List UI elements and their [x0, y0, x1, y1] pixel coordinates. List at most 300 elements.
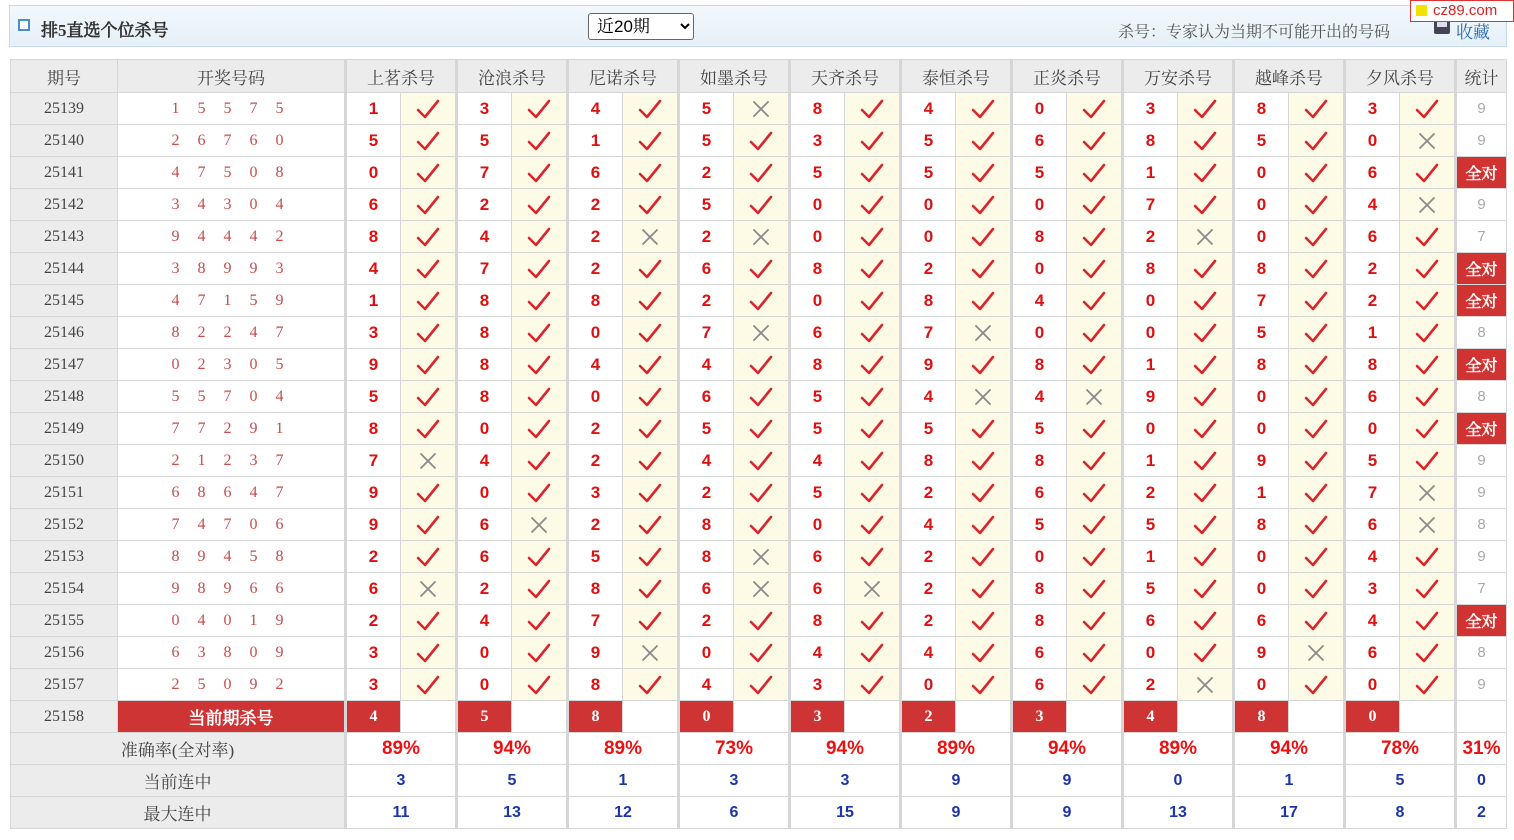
expert-header: 夕风杀号 [1345, 60, 1456, 93]
hit-mark-cell [512, 285, 568, 317]
kill-number-cell: 2 [457, 189, 512, 221]
hit-mark-cell [1067, 509, 1123, 541]
current-streak-value: 5 [457, 765, 568, 797]
kill-number-cell: 9 [346, 477, 401, 509]
hit-mark-cell [401, 157, 457, 189]
check-icon [859, 642, 885, 664]
hit-mark-cell [1289, 189, 1345, 221]
kill-number-cell: 0 [346, 157, 401, 189]
kill-number-cell: 5 [568, 541, 623, 573]
hit-mark-cell [734, 413, 790, 445]
current-streak-value: 0 [1123, 765, 1234, 797]
kill-number-cell: 5 [1123, 573, 1178, 605]
kill-number-cell: 8 [1012, 605, 1067, 637]
kill-number-cell: 8 [568, 573, 623, 605]
period-cell: 25154 [11, 573, 118, 605]
kill-number-cell: 1 [1123, 541, 1178, 573]
hit-mark-cell [734, 253, 790, 285]
kill-number-cell: 6 [1345, 381, 1400, 413]
table-row [11, 477, 1507, 509]
miss-mark-cell [623, 221, 679, 253]
kill-number-cell: 2 [1345, 285, 1400, 317]
check-icon [637, 194, 663, 216]
hit-mark-cell [1289, 221, 1345, 253]
hit-mark-cell [845, 221, 901, 253]
hit-mark-cell [401, 317, 457, 349]
max-streak-value: 15 [790, 797, 901, 829]
hit-mark-cell [512, 605, 568, 637]
hit-mark-cell [1067, 637, 1123, 669]
kill-number-cell: 3 [1123, 93, 1178, 125]
hit-mark-cell [845, 637, 901, 669]
hit-mark-cell [401, 669, 457, 701]
check-icon [1414, 418, 1440, 440]
favorite-link[interactable]: 收藏 [1456, 23, 1490, 42]
check-icon [415, 130, 441, 152]
kill-number-cell: 6 [1345, 509, 1400, 541]
kill-number-cell: 3 [457, 93, 512, 125]
check-icon [970, 162, 996, 184]
period-cell: 25151 [11, 477, 118, 509]
check-icon [1303, 674, 1329, 696]
hit-mark-cell [512, 189, 568, 221]
check-icon [1081, 354, 1107, 376]
check-icon [748, 258, 774, 280]
check-icon [1192, 418, 1218, 440]
kill-number-cell: 4 [679, 445, 734, 477]
kill-number-cell: 0 [1123, 285, 1178, 317]
stat-cell: 全对 [1456, 285, 1507, 317]
check-icon [637, 578, 663, 600]
cross-icon [1416, 514, 1438, 536]
hit-mark-cell [1178, 509, 1234, 541]
max-streak-value: 9 [1012, 797, 1123, 829]
max-streak-value: 11 [346, 797, 457, 829]
check-icon [1414, 98, 1440, 120]
check-icon [748, 418, 774, 440]
check-icon [1081, 578, 1107, 600]
hit-mark-cell [512, 317, 568, 349]
kill-number-cell: 5 [679, 413, 734, 445]
check-icon [1414, 450, 1440, 472]
period-cell: 25155 [11, 605, 118, 637]
accuracy-value: 94% [1234, 733, 1345, 765]
empty-cell [1289, 701, 1345, 733]
hit-mark-cell [1289, 93, 1345, 125]
hit-mark-cell [1400, 573, 1456, 605]
table-row [11, 573, 1507, 605]
check-icon [1081, 514, 1107, 536]
kill-number-cell: 2 [901, 605, 956, 637]
miss-mark-cell [401, 573, 457, 605]
accuracy-value: 89% [901, 733, 1012, 765]
check-icon [637, 514, 663, 536]
kill-number-cell: 3 [346, 317, 401, 349]
check-icon [859, 162, 885, 184]
kill-number-cell: 6 [457, 509, 512, 541]
hit-mark-cell [845, 413, 901, 445]
hit-mark-cell [1067, 541, 1123, 573]
stat-cell: 8 [1456, 509, 1507, 541]
miss-mark-cell [1289, 637, 1345, 669]
check-icon [970, 450, 996, 472]
accuracy-value: 89% [1123, 733, 1234, 765]
kill-number-cell: 0 [790, 189, 845, 221]
hit-mark-cell [1067, 125, 1123, 157]
table-row [11, 381, 1507, 413]
check-icon [970, 418, 996, 440]
kill-number-cell: 0 [457, 413, 512, 445]
stat-cell: 9 [1456, 93, 1507, 125]
kill-number-cell: 4 [457, 445, 512, 477]
check-icon [415, 514, 441, 536]
check-icon [637, 162, 663, 184]
hit-mark-cell [1400, 349, 1456, 381]
hit-mark-cell [734, 157, 790, 189]
check-icon [415, 290, 441, 312]
check-icon [859, 418, 885, 440]
kill-number-cell: 7 [1123, 189, 1178, 221]
kill-number-cell: 4 [679, 349, 734, 381]
check-icon [859, 674, 885, 696]
current-streak-value: 9 [901, 765, 1012, 797]
check-icon [748, 354, 774, 376]
hit-mark-cell [1400, 413, 1456, 445]
cross-icon [750, 226, 772, 248]
hit-mark-cell [623, 317, 679, 349]
hit-mark-cell [956, 125, 1012, 157]
hit-mark-cell [1400, 637, 1456, 669]
draw-number-cell: 8 2 2 4 7 [118, 317, 346, 349]
hit-mark-cell [401, 221, 457, 253]
current-period-row [11, 701, 1507, 733]
hit-mark-cell [734, 509, 790, 541]
kill-number-cell: 8 [457, 381, 512, 413]
kill-number-cell: 0 [1234, 669, 1289, 701]
period-cell: 25146 [11, 317, 118, 349]
hit-mark-cell [845, 605, 901, 637]
check-icon [1303, 98, 1329, 120]
kill-number-cell: 7 [1234, 285, 1289, 317]
kill-number-cell: 9 [901, 349, 956, 381]
kill-number-cell: 0 [1123, 317, 1178, 349]
hit-mark-cell [734, 285, 790, 317]
cross-icon [639, 642, 661, 664]
hit-mark-cell [1400, 93, 1456, 125]
check-icon [748, 194, 774, 216]
kill-number-cell: 6 [568, 157, 623, 189]
hit-mark-cell [1067, 349, 1123, 381]
kill-number-cell: 7 [457, 253, 512, 285]
check-icon [637, 418, 663, 440]
hit-mark-cell [1178, 381, 1234, 413]
hit-mark-cell [1289, 253, 1345, 285]
check-icon [415, 386, 441, 408]
check-icon [1081, 674, 1107, 696]
kill-number-cell: 1 [1123, 349, 1178, 381]
check-icon [1414, 258, 1440, 280]
kill-number-cell: 2 [679, 221, 734, 253]
kill-number-cell: 8 [1234, 253, 1289, 285]
hit-mark-cell [623, 125, 679, 157]
hit-mark-cell [1289, 669, 1345, 701]
check-icon [859, 290, 885, 312]
current-kill-number: 0 [679, 701, 734, 733]
current-streak-value: 3 [346, 765, 457, 797]
stat-cell: 8 [1456, 381, 1507, 413]
kill-number-cell: 4 [1345, 605, 1400, 637]
table-row [11, 93, 1507, 125]
kill-number-cell: 8 [568, 669, 623, 701]
current-streak-value: 9 [1012, 765, 1123, 797]
kill-number-cell: 5 [679, 125, 734, 157]
site-badge[interactable] [1410, 0, 1514, 22]
cross-icon [972, 322, 994, 344]
kill-number-cell: 3 [346, 637, 401, 669]
table-row [11, 253, 1507, 285]
kill-number-cell: 3 [1345, 573, 1400, 605]
hit-mark-cell [1178, 541, 1234, 573]
hit-mark-cell [956, 221, 1012, 253]
kill-number-cell: 2 [1123, 669, 1178, 701]
hit-mark-cell [1067, 445, 1123, 477]
kill-number-cell: 5 [679, 189, 734, 221]
hit-mark-cell [1289, 317, 1345, 349]
kill-number-cell: 0 [1234, 381, 1289, 413]
hit-mark-cell [734, 445, 790, 477]
check-icon [859, 194, 885, 216]
kill-number-cell: 2 [679, 477, 734, 509]
check-icon [415, 482, 441, 504]
kill-number-cell: 1 [1234, 477, 1289, 509]
cross-icon [417, 578, 439, 600]
draw-number-cell: 4 7 5 0 8 [118, 157, 346, 189]
check-icon [415, 354, 441, 376]
kill-number-cell: 4 [568, 349, 623, 381]
draw-number-cell: 4 7 1 5 9 [118, 285, 346, 317]
hit-mark-cell [734, 189, 790, 221]
check-icon [1192, 130, 1218, 152]
hit-mark-cell [623, 669, 679, 701]
kill-number-cell: 6 [679, 381, 734, 413]
kill-number-cell: 5 [1012, 413, 1067, 445]
check-icon [526, 386, 552, 408]
hit-mark-cell [1289, 413, 1345, 445]
period-header: 期号 [11, 60, 118, 93]
hit-mark-cell [734, 125, 790, 157]
table-row [11, 157, 1507, 189]
kill-number-cell: 0 [1012, 189, 1067, 221]
table-row [11, 669, 1507, 701]
hit-mark-cell [1178, 189, 1234, 221]
hit-mark-cell [623, 285, 679, 317]
hit-mark-cell [512, 349, 568, 381]
hit-mark-cell [1400, 381, 1456, 413]
check-icon [526, 322, 552, 344]
kill-number-cell: 1 [568, 125, 623, 157]
check-icon [1192, 450, 1218, 472]
check-icon [1303, 578, 1329, 600]
kill-number-cell: 8 [790, 253, 845, 285]
draw-number-cell: 6 3 8 0 9 [118, 637, 346, 669]
kill-number-cell: 9 [346, 349, 401, 381]
hit-mark-cell [401, 605, 457, 637]
hit-mark-cell [845, 381, 901, 413]
draw-number-cell: 6 8 6 4 7 [118, 477, 346, 509]
kill-number-cell: 2 [568, 413, 623, 445]
kill-number-cell: 8 [790, 349, 845, 381]
current-streak-total: 0 [1456, 765, 1507, 797]
stat-cell: 8 [1456, 637, 1507, 669]
empty-cell [1456, 701, 1507, 733]
kill-number-cell: 2 [1123, 477, 1178, 509]
kill-number-cell: 4 [901, 637, 956, 669]
hit-mark-cell [1178, 605, 1234, 637]
hit-mark-cell [623, 157, 679, 189]
check-icon [970, 610, 996, 632]
hit-mark-cell [401, 349, 457, 381]
kill-number-cell: 4 [790, 445, 845, 477]
kill-number-cell: 8 [1123, 253, 1178, 285]
check-icon [1303, 610, 1329, 632]
miss-mark-cell [1178, 669, 1234, 701]
check-icon [1081, 258, 1107, 280]
table-row [11, 541, 1507, 573]
kill-number-cell: 5 [1234, 317, 1289, 349]
kill-number-cell: 6 [1123, 605, 1178, 637]
check-icon [526, 418, 552, 440]
kill-number-cell: 5 [1345, 445, 1400, 477]
kill-number-cell: 9 [1234, 445, 1289, 477]
kill-number-cell: 6 [790, 541, 845, 573]
check-icon [748, 610, 774, 632]
kill-number-cell: 8 [679, 509, 734, 541]
hit-mark-cell [845, 541, 901, 573]
hit-mark-cell [623, 445, 679, 477]
stat-cell: 9 [1456, 477, 1507, 509]
hit-mark-cell [512, 477, 568, 509]
current-kill-number: 5 [457, 701, 512, 733]
check-icon [859, 450, 885, 472]
site-badge-text: cz89.com [1433, 2, 1498, 19]
hit-mark-cell [956, 189, 1012, 221]
cross-icon [417, 450, 439, 472]
check-icon [748, 386, 774, 408]
accuracy-row [11, 733, 1507, 765]
kill-number-cell: 6 [1234, 605, 1289, 637]
empty-cell [512, 701, 568, 733]
expert-header: 越峰杀号 [1234, 60, 1345, 93]
check-icon [1192, 642, 1218, 664]
stat-cell: 全对 [1456, 413, 1507, 445]
check-icon [1414, 578, 1440, 600]
check-icon [1303, 162, 1329, 184]
hit-mark-cell [1178, 125, 1234, 157]
current-kill-number: 8 [1234, 701, 1289, 733]
check-icon [637, 290, 663, 312]
hit-mark-cell [623, 477, 679, 509]
kill-number-cell: 5 [1234, 125, 1289, 157]
empty-cell [845, 701, 901, 733]
top-bar [9, 5, 1507, 47]
check-icon [526, 162, 552, 184]
kill-number-cell: 2 [346, 605, 401, 637]
table-row [11, 285, 1507, 317]
kill-number-cell: 5 [346, 125, 401, 157]
kill-number-cell: 1 [1345, 317, 1400, 349]
stat-cell: 全对 [1456, 157, 1507, 189]
check-icon [415, 258, 441, 280]
table-row [11, 509, 1507, 541]
stat-cell: 全对 [1456, 605, 1507, 637]
check-icon [970, 130, 996, 152]
check-icon [1192, 290, 1218, 312]
kill-number-cell: 5 [1012, 509, 1067, 541]
kill-number-cell: 8 [1012, 221, 1067, 253]
miss-mark-cell [401, 445, 457, 477]
kill-number-cell: 9 [1123, 381, 1178, 413]
check-icon [526, 130, 552, 152]
max-streak-label: 最大连中 [11, 797, 346, 829]
table-row [11, 637, 1507, 669]
expert-header: 沧浪杀号 [457, 60, 568, 93]
hit-mark-cell [401, 93, 457, 125]
hit-mark-cell [1178, 157, 1234, 189]
hit-mark-cell [1289, 381, 1345, 413]
hit-mark-cell [1400, 605, 1456, 637]
kill-number-cell: 0 [1012, 317, 1067, 349]
empty-cell [1178, 701, 1234, 733]
check-icon [1303, 290, 1329, 312]
hit-mark-cell [1067, 669, 1123, 701]
hit-mark-cell [512, 669, 568, 701]
kill-number-cell: 6 [346, 189, 401, 221]
kill-number-cell: 0 [457, 477, 512, 509]
hit-mark-cell [1178, 445, 1234, 477]
kill-table [10, 59, 1507, 829]
period-cell: 25141 [11, 157, 118, 189]
hit-mark-cell [1289, 157, 1345, 189]
kill-number-cell: 0 [1012, 253, 1067, 285]
kill-number-cell: 5 [790, 381, 845, 413]
stat-cell: 7 [1456, 573, 1507, 605]
period-select[interactable] [588, 13, 694, 40]
draw-number-cell: 8 9 4 5 8 [118, 541, 346, 573]
hit-mark-cell [1400, 669, 1456, 701]
table-row [11, 125, 1507, 157]
max-streak-value: 13 [1123, 797, 1234, 829]
check-icon [1303, 354, 1329, 376]
check-icon [526, 354, 552, 376]
period-cell: 25153 [11, 541, 118, 573]
hit-mark-cell [845, 157, 901, 189]
check-icon [859, 546, 885, 568]
draw-number-cell: 5 5 7 0 4 [118, 381, 346, 413]
check-icon [859, 386, 885, 408]
current-kill-number: 2 [901, 701, 956, 733]
check-icon [1081, 290, 1107, 312]
draw-number-cell: 9 4 4 4 2 [118, 221, 346, 253]
save-icon[interactable] [1434, 20, 1450, 34]
check-icon [1414, 610, 1440, 632]
check-icon [1414, 674, 1440, 696]
miss-mark-cell [956, 317, 1012, 349]
expert-header: 天齐杀号 [790, 60, 901, 93]
check-icon [1192, 386, 1218, 408]
check-icon [637, 258, 663, 280]
kill-number-cell: 8 [568, 285, 623, 317]
miss-mark-cell [956, 381, 1012, 413]
